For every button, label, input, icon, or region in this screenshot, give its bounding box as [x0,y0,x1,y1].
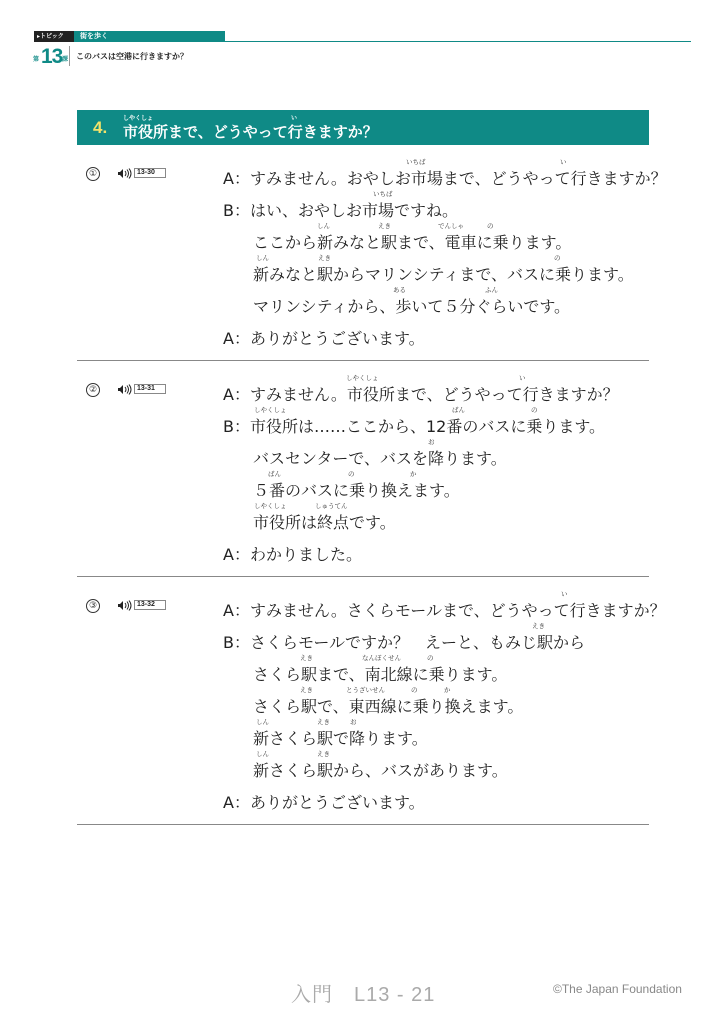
ruby: ふん [485,286,498,294]
dialog-line: 新さくら駅から、バスがあります。 [253,761,508,780]
ruby: えき [318,254,331,262]
lesson-prefix: 第 [33,56,40,63]
ruby: お [428,438,435,446]
ruby: しゅうてん [315,502,348,510]
ruby: えき [317,718,330,726]
header-divider [69,46,70,66]
audio-track-label: 13-30 [134,168,166,178]
dialog-line: B：市役所は……ここから、12番のバスに乗ります。 [223,417,606,436]
ruby: とうざいせん [346,686,385,694]
page-number: 入門 L13 - 21 [291,984,436,1006]
ruby: お [350,718,357,726]
dialog-number: ② [86,383,100,397]
lesson-suffix: 課 [62,56,69,63]
dialog-line: B：さくらモールですか？ えーと、もみじ駅から [223,633,586,652]
dialog-divider [77,824,649,825]
ruby: か [410,470,417,478]
ruby: い [291,115,298,122]
dialog-divider [77,360,649,361]
ruby: いちば [373,190,393,198]
ruby: の [531,406,538,414]
dialog-line: B：はい、おやしお市場ですね。 [223,201,458,220]
ruby: しん [256,254,269,262]
section-number: 4. [93,118,108,137]
audio-track-label: 13-31 [134,384,166,394]
dialog-line: A：すみません。市役所まで、どうやって行きますか？ [223,385,619,404]
ruby: の [427,654,434,662]
ruby: ばん [268,470,281,478]
ruby: いちば [406,158,426,166]
dialog-line: バスセンターで、バスを降ります。 [253,449,507,468]
ruby: しやくしょ [254,502,287,510]
topic-badge: ▸トピック [34,31,74,42]
ruby: えき [300,654,313,662]
lesson-subtitle: このバスは空港に行きますか？ [76,52,188,61]
ruby: えき [532,622,545,630]
section-title: 市役所まで、どうやって行きますか？ [123,123,378,141]
topic-label: 街を歩く [74,31,225,42]
dialog-divider [77,576,649,577]
ruby: い [519,374,526,382]
dialog-line: 市役所は終点です。 [253,513,396,532]
ruby: しん [317,222,330,230]
speaker-icon [117,600,134,611]
dialog-line: A：わかりました。 [223,545,362,564]
lesson-number: 13 [41,45,63,68]
dialog-line: ここから新みなと駅まで、電車に乗ります。 [253,233,572,252]
dialog-line: さくら駅で、東西線に乗り換えます。 [253,697,524,716]
dialog-line: A：すみません。さくらモールまで、どうやって行きますか？ [223,601,666,620]
dialog-line: 新さくら駅で降ります。 [253,729,428,748]
ruby: でんしゃ [438,222,464,230]
dialog-line: さくら駅まで、南北線に乗ります。 [253,665,508,684]
ruby: か [444,686,451,694]
dialog-number: ① [86,167,100,181]
ruby: の [487,222,494,230]
header-rule [225,41,691,42]
ruby: の [554,254,561,262]
ruby: しん [256,750,269,758]
ruby: ばん [452,406,465,414]
ruby: しやくしょ [254,406,287,414]
dialog-number: ③ [86,599,100,613]
ruby: しやくしょ [346,374,379,382]
section-banner [77,110,649,145]
ruby: い [561,590,568,598]
ruby: の [348,470,355,478]
ruby: えき [378,222,391,230]
ruby: えき [300,686,313,694]
speaker-icon [117,168,134,179]
copyright: ©The Japan Foundation [553,982,682,996]
ruby: の [411,686,418,694]
dialog-line: A：ありがとうございます。 [223,329,425,348]
dialog-line: ５番のバスに乗り換えます。 [253,481,460,500]
dialog-line: A：すみません。おやしお市場まで、どうやって行きますか？ [223,169,667,188]
ruby: しやくしょ [123,115,154,122]
ruby: ある [393,286,406,294]
ruby: えき [317,750,330,758]
audio-track-label: 13-32 [134,600,166,610]
ruby: しん [256,718,269,726]
ruby: い [560,158,567,166]
speaker-icon [117,384,134,395]
ruby: なんぼくせん [362,654,401,662]
dialog-line: A：ありがとうございます。 [223,793,425,812]
dialog-line: マリンシティから、歩いて５分ぐらいです。 [253,297,571,316]
dialog-line: 新みなと駅からマリンシティまで、バスに乗ります。 [253,265,634,284]
